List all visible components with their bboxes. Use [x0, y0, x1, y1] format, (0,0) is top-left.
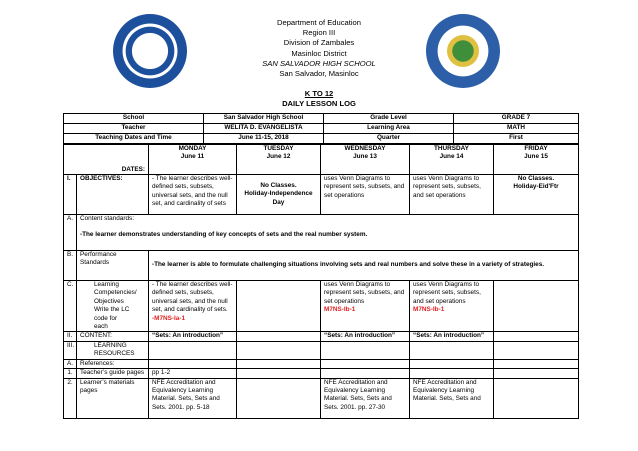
objectives-num: I.: [64, 175, 77, 215]
grade-label: Grade Level: [324, 114, 454, 124]
performance-standards-label: Performance Standards: [77, 251, 149, 281]
district-line: Masinloc District: [291, 48, 347, 58]
quarter-label: Quarter: [324, 134, 454, 144]
objectives-thursday: uses Venn Diagrams to represent sets, subsets, and set operations: [410, 175, 494, 215]
materials-wednesday: NFE Accreditation and Equivalency Learning Material. Sets, Sets and Sets. 2001. pp. 27-30: [321, 378, 410, 418]
quarter-value: First: [454, 134, 579, 144]
region-line: Region III: [302, 28, 336, 38]
day-thursday: THURSDAY June 14: [410, 145, 494, 175]
performance-standards-num: B.: [64, 251, 77, 281]
objectives-friday: No Classes. Holiday-Eid'Ftr: [494, 175, 579, 215]
info-table: [63, 113, 579, 144]
materials-num: 2.: [64, 378, 77, 418]
competencies-num: C.: [64, 281, 77, 332]
content-standards-row: [64, 215, 579, 251]
content-num: II.: [64, 332, 77, 341]
guide-row: [64, 369, 579, 378]
school-value: San Salvador High School: [204, 114, 324, 124]
resources-num: III.: [64, 341, 77, 359]
days-header-row: [64, 145, 579, 175]
content-monday: “Sets: An introduction”: [149, 332, 237, 341]
references-num: A.: [64, 359, 77, 368]
guide-label: Teacher’s guide pages: [77, 369, 149, 378]
program-title: K TO 12: [304, 89, 334, 99]
resources-label: LEARNING RESOURCES: [77, 341, 149, 359]
materials-label: Learner’s materials pages: [77, 378, 149, 418]
content-friday: [494, 332, 579, 341]
competencies-thursday: uses Venn Diagrams to represent sets, subsets, and set operations M7NS-Ib-1: [410, 281, 494, 332]
content-standards-num: A.: [64, 215, 77, 251]
content-row: [64, 332, 579, 341]
content-standards-label: Content standards:: [80, 215, 134, 222]
objectives-monday: - The learner describes well-defined sets, subsets, universal sets, and the null set, and cardinality of sets: [149, 175, 237, 215]
materials-tuesday: [237, 378, 321, 418]
objectives-label: OBJECTIVES:: [77, 175, 149, 215]
materials-thursday: NFE Accreditation and Equivalency Learning Material. Sets, Sets and: [410, 378, 494, 418]
competencies-row: [64, 281, 579, 332]
grade-value: GRADE 7: [454, 114, 579, 124]
performance-standards-row: [64, 251, 579, 281]
content-label: CONTENT:: [77, 332, 149, 341]
competencies-monday: - The learner describes well-defined sets, subsets, universal sets, and the null set, and cardinality of sets. -M7NS-Ia-1: [149, 281, 237, 332]
day-wednesday: WEDNESDAY June 13: [321, 145, 410, 175]
competencies-wednesday: uses Venn Diagrams to represent sets, subsets, and set operations M7NS-Ib-1: [321, 281, 410, 332]
content-wednesday: “Sets: An introduction”: [321, 332, 410, 341]
content-thursday: “Sets: An introduction”: [410, 332, 494, 341]
content-tuesday: [237, 332, 321, 341]
day-friday: FRIDAY June 15: [494, 145, 579, 175]
guide-monday: pp 1-2: [149, 369, 237, 378]
competencies-label: Learning Competencies/ Objectives Write the LC code for each: [77, 281, 149, 332]
day-monday: MONDAY June 11: [149, 145, 237, 175]
resources-row: [64, 341, 579, 359]
references-label: References:: [77, 359, 149, 368]
materials-row: [64, 378, 579, 418]
guide-num: 1.: [64, 369, 77, 378]
address-line: San Salvador, Masinloc: [279, 69, 359, 79]
teacher-label: Teacher: [64, 124, 204, 134]
dates-header: DATES:: [64, 145, 149, 175]
division-line: Division of Zambales: [283, 38, 355, 48]
materials-monday: NFE Accreditation and Equivalency Learning Material. Sets, Sets and Sets. 2001. pp. 5-18: [149, 378, 237, 418]
lc-code-thursday: M7NS-Ib-1: [413, 306, 445, 314]
school-label: School: [64, 114, 204, 124]
references-row: [64, 359, 579, 368]
competencies-tuesday: [237, 281, 321, 332]
performance-standards-text: -The learner is able to formulate challenging situations involving sets and real numbers and solve these in a variety of strategies.: [149, 251, 579, 281]
letterhead: [0, 18, 638, 110]
document-title: DAILY LESSON LOG: [282, 99, 356, 109]
content-standards-text: -The learner demonstrates understanding of key concepts of sets and the real number system.: [80, 231, 368, 239]
lc-code-monday: -M7NS-Ia-1: [152, 314, 186, 322]
materials-friday: [494, 378, 579, 418]
competencies-friday: [494, 281, 579, 332]
dates-label: Teaching Dates and Time: [64, 134, 204, 144]
school-name-line: SAN SALVADOR HIGH SCHOOL: [262, 58, 376, 68]
area-value: MATH: [454, 124, 579, 134]
objectives-wednesday: uses Venn Diagrams to represent sets, subsets, and set operations: [321, 175, 410, 215]
department-line: Department of Education: [276, 18, 361, 27]
teacher-value: WELITA D. EVANGELISTA: [204, 124, 324, 134]
content-standards-cell: [77, 215, 579, 251]
lesson-log-table: [63, 144, 579, 419]
day-tuesday: TUESDAY June 12: [237, 145, 321, 175]
lc-code-wednesday: M7NS-Ib-1: [324, 306, 356, 314]
objectives-tuesday: No Classes. Holiday-Independence Day: [237, 175, 321, 215]
objectives-row: [64, 175, 579, 215]
dates-value: June 11-15, 2018: [204, 134, 324, 144]
area-label: Learning Area: [324, 124, 454, 134]
